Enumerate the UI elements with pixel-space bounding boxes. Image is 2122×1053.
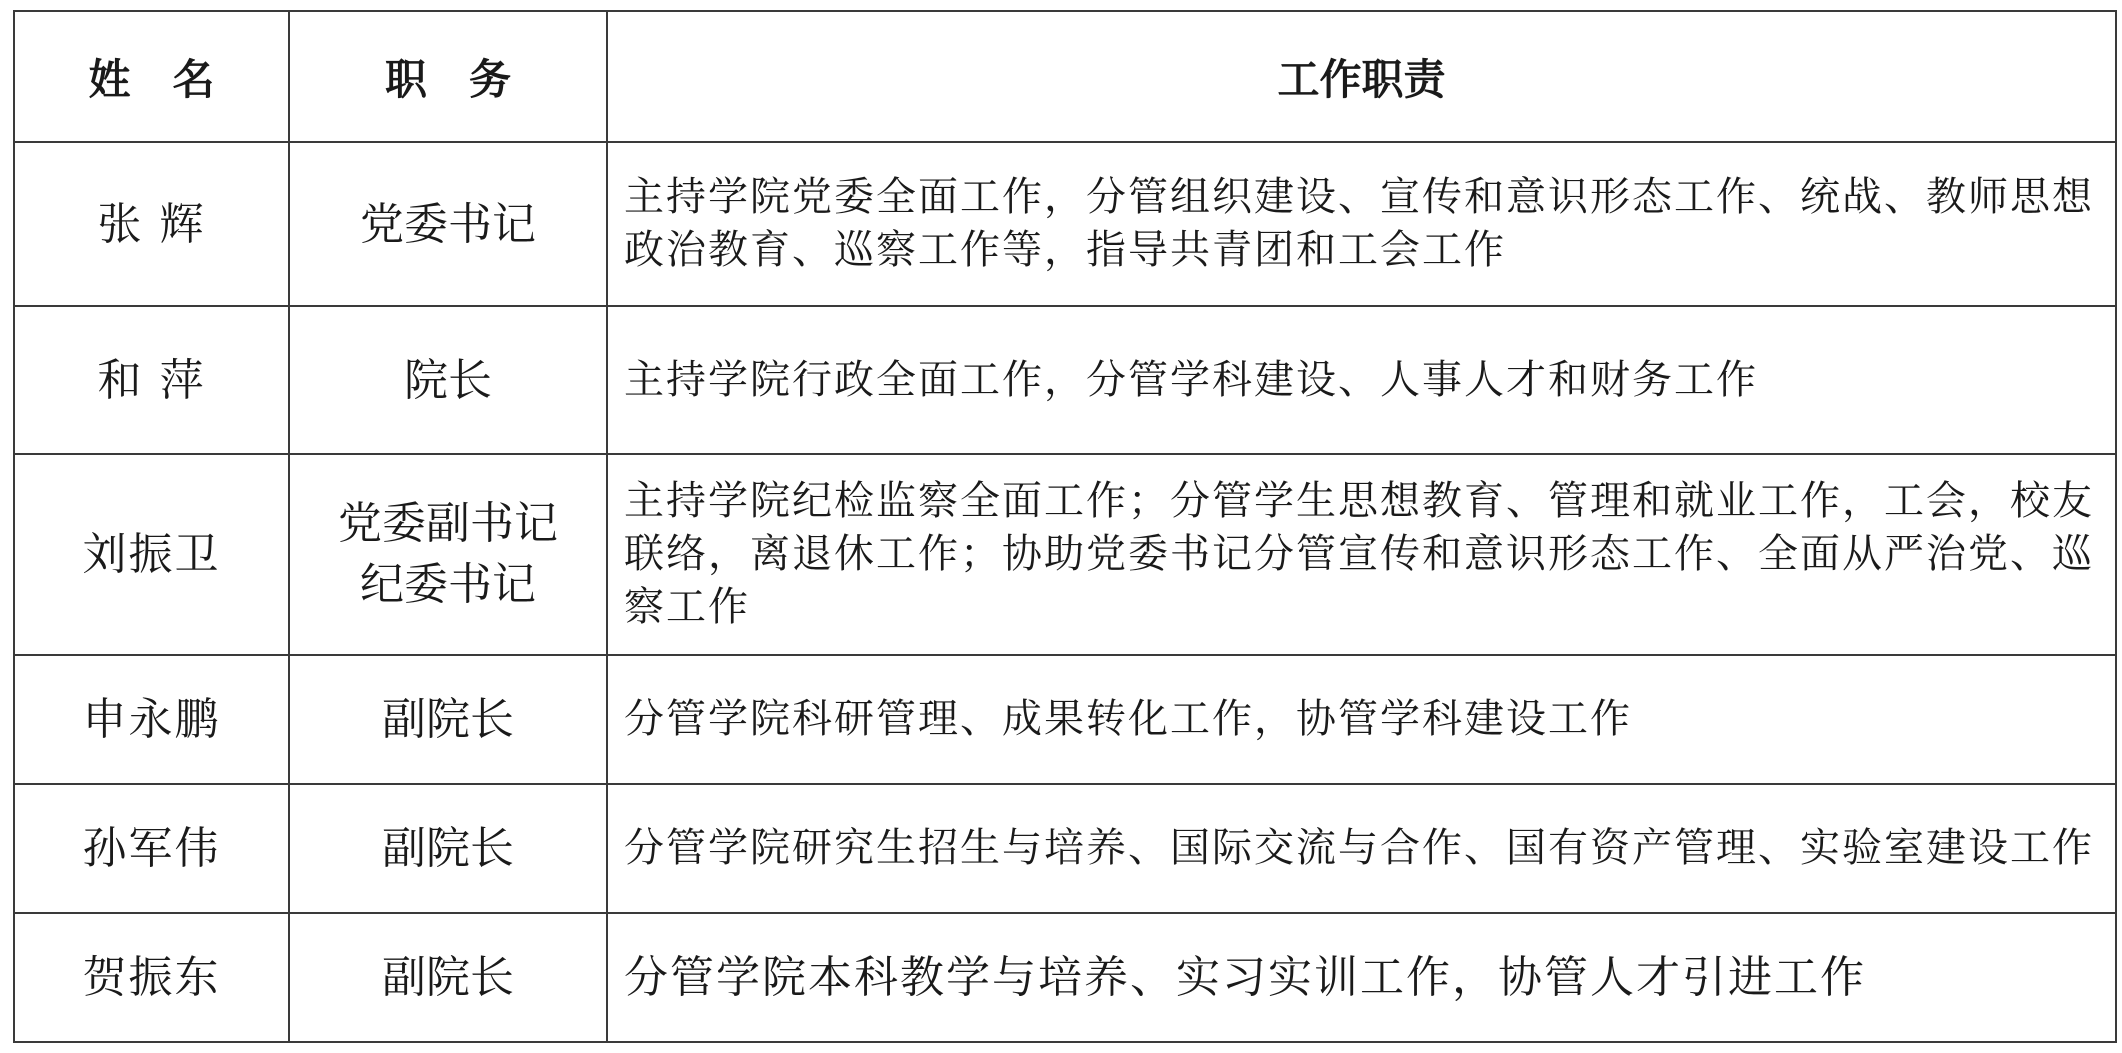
duties-cell: 主持学院行政全面工作，分管学科建设、人事人才和财务工作: [607, 306, 2116, 453]
title-line: 副院长: [382, 822, 514, 874]
table-row: [14, 655, 2116, 784]
title-cell: [289, 913, 607, 1042]
duties-cell: 主持学院纪检监察全面工作；分管学生思想教育、管理和就业工作，工会，校友联络，离退休工作；协助党委书记分管宣传和意识形态工作、全面从严治党、巡察工作: [607, 454, 2116, 655]
title-line: 副院长: [382, 693, 514, 745]
name-cell: 申永鹏: [14, 655, 289, 784]
table-row: [14, 784, 2116, 913]
title-cell: [289, 142, 607, 306]
title-line: 党委书记: [360, 198, 536, 250]
name-cell: 张 辉: [14, 142, 289, 306]
responsibilities-table: [13, 10, 2117, 1043]
title-line: 副院长: [382, 951, 514, 1003]
table-row: [14, 142, 2116, 306]
name-cell: 和 萍: [14, 306, 289, 453]
duties-cell: 分管学院科研管理、成果转化工作，协管学科建设工作: [607, 655, 2116, 784]
table-row: [14, 913, 2116, 1042]
header-duties: 工作职责: [607, 11, 2116, 142]
title-line: 党委副书记: [338, 498, 558, 550]
name-cell: 贺振东: [14, 913, 289, 1042]
header-row: [14, 11, 2116, 142]
title-cell: [289, 454, 607, 655]
duties-cell: 分管学院研究生招生与培养、国际交流与合作、国有资产管理、实验室建设工作: [607, 784, 2116, 913]
header-name: 姓 名: [14, 11, 289, 142]
name-cell: 孙军伟: [14, 784, 289, 913]
table-row: [14, 306, 2116, 453]
table-row: [14, 454, 2116, 655]
duties-cell: 分管学院本科教学与培养、实习实训工作，协管人才引进工作: [607, 913, 2116, 1042]
title-line: 院长: [404, 354, 492, 406]
duties-cell: 主持学院党委全面工作，分管组织建设、宣传和意识形态工作、统战、教师思想政治教育、巡察工作等，指导共青团和工会工作: [607, 142, 2116, 306]
title-cell: [289, 784, 607, 913]
name-cell: 刘振卫: [14, 454, 289, 655]
title-cell: [289, 655, 607, 784]
header-title: 职 务: [289, 11, 607, 142]
title-line: 纪委书记: [360, 559, 536, 611]
title-cell: [289, 306, 607, 453]
